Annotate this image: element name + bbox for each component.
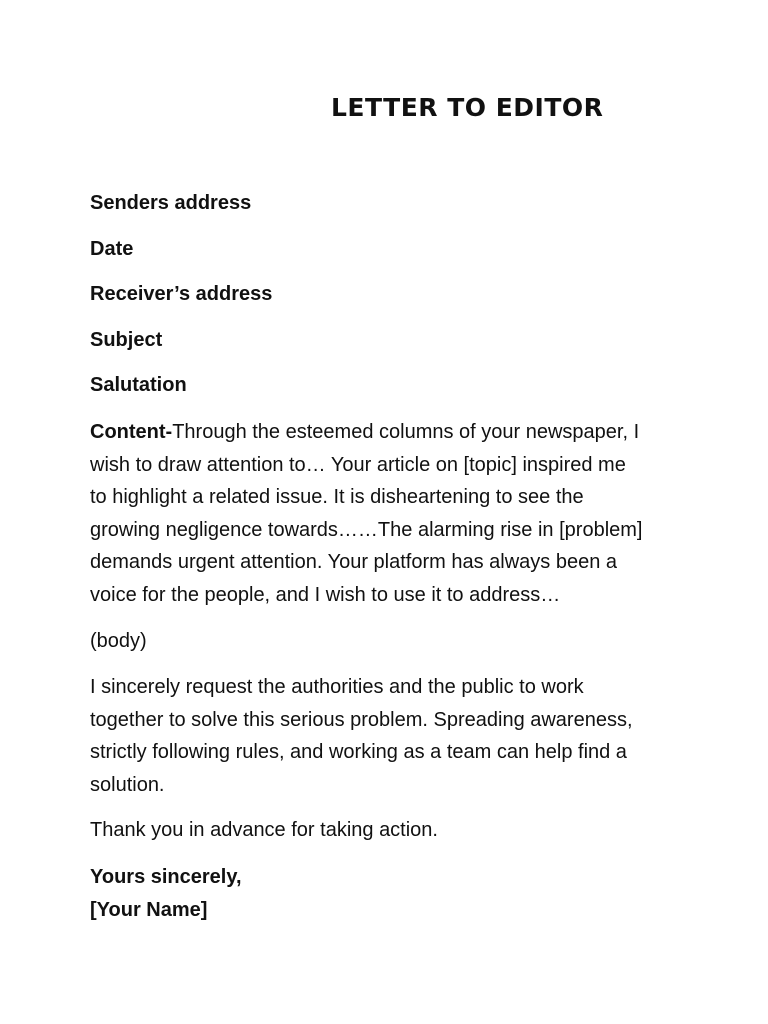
request-line: strictly following rules, and working as a team can help find a bbox=[90, 741, 627, 764]
content-line: to highlight a related issue. It is disheartening to see the bbox=[90, 486, 584, 509]
body-placeholder bbox=[90, 625, 670, 658]
signer-name: [Your Name] bbox=[90, 899, 208, 921]
request-line: I sincerely request the authorities and the public to work bbox=[90, 676, 584, 698]
sign-off: Yours sincerely, bbox=[90, 866, 242, 888]
receivers-address-label: Receiver’s address bbox=[90, 283, 273, 305]
thanks-paragraph bbox=[90, 814, 670, 847]
senders-address-label: Senders address bbox=[90, 192, 252, 214]
closing-block bbox=[90, 861, 242, 927]
subject-label: Subject bbox=[90, 329, 163, 351]
content-label: Content- bbox=[90, 421, 173, 443]
content-line: wish to draw attention to… Your article on [topic] inspired me bbox=[90, 453, 626, 476]
request-line: together to solve this serious problem. Spreading awareness, bbox=[90, 708, 633, 731]
body-placeholder-text: (body) bbox=[90, 630, 147, 652]
salutation-label: Salutation bbox=[90, 374, 187, 396]
content-line: demands urgent attention. Your platform has always been a bbox=[90, 551, 618, 574]
content-paragraph bbox=[90, 416, 670, 612]
request-line: solution. bbox=[90, 773, 165, 796]
date-label: Date bbox=[90, 238, 134, 260]
content-line bbox=[90, 416, 670, 449]
content-line: voice for the people, and I wish to use it to address… bbox=[90, 583, 561, 606]
content-line: growing negligence towards……The alarming rise in [problem] bbox=[90, 518, 643, 541]
content-text: Through the esteemed columns of your newspaper, I bbox=[172, 421, 640, 443]
thanks-text: Thank you in advance for taking action. bbox=[90, 819, 438, 841]
document-title: LETTER TO EDITOR bbox=[331, 93, 604, 122]
request-paragraph bbox=[90, 671, 670, 801]
